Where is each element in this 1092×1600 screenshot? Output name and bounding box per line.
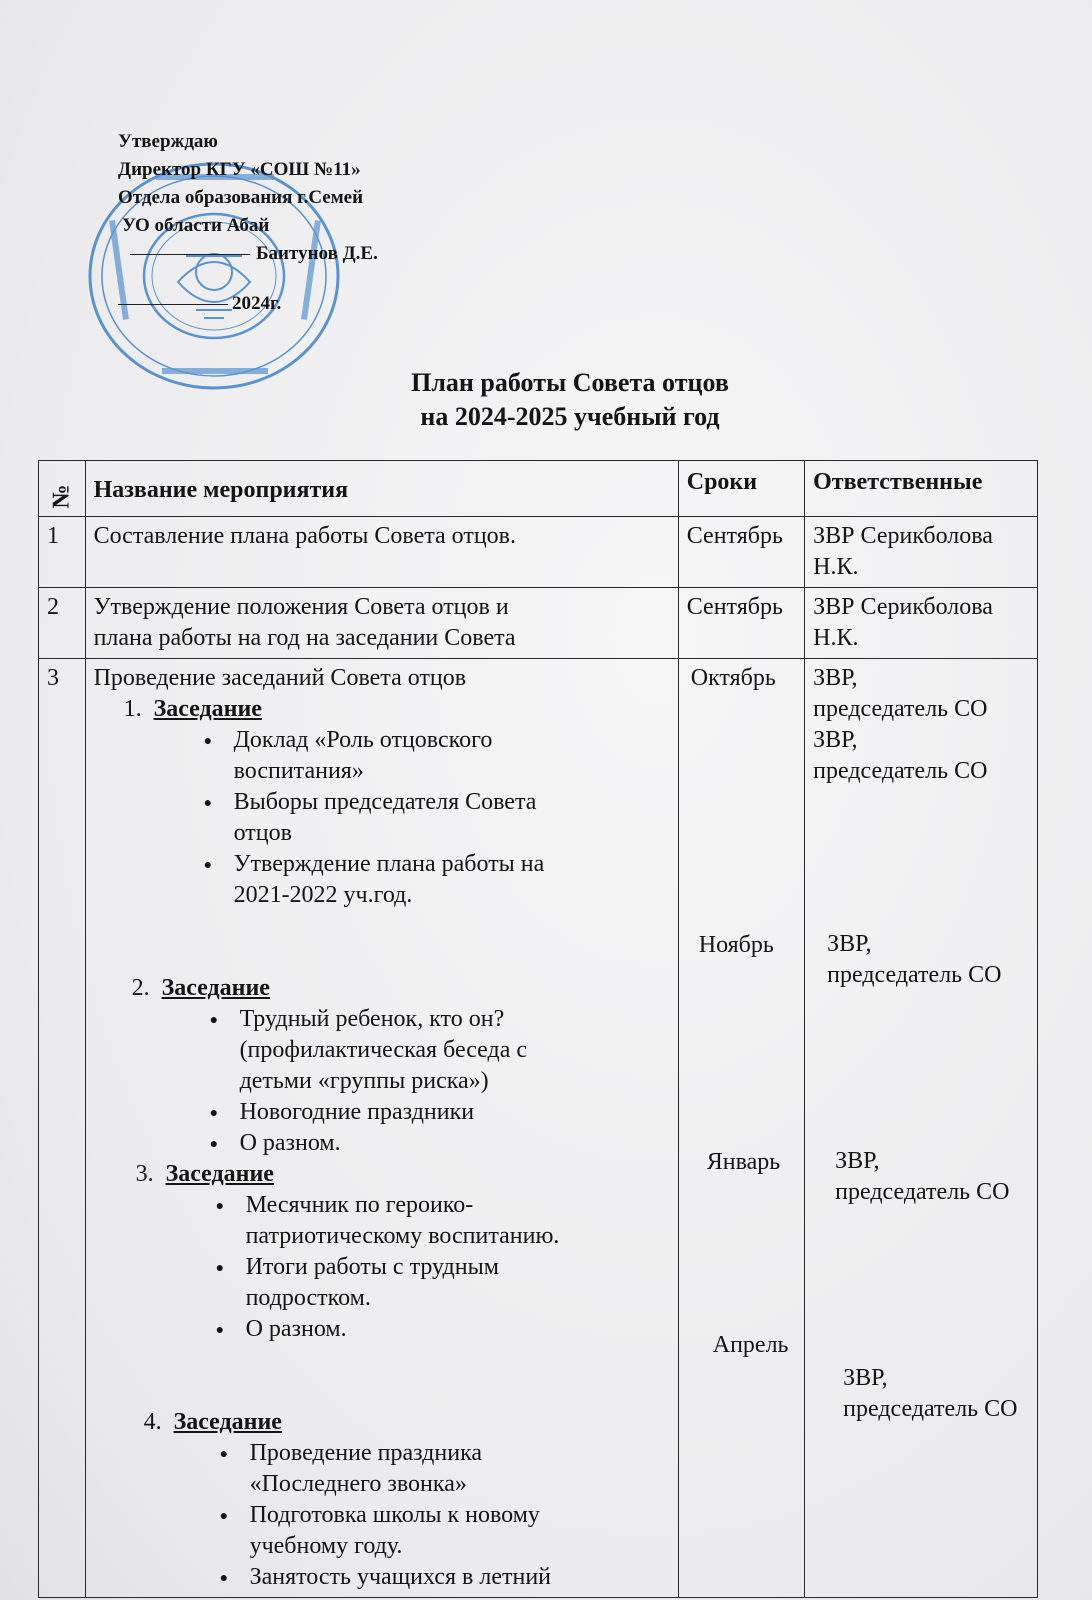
resp-line: ЗВР,	[835, 1148, 880, 1174]
meeting-date: Ноябрь	[698, 932, 774, 958]
meeting-1-items	[84, 725, 670, 911]
row-name	[85, 588, 678, 659]
meeting-1	[94, 694, 670, 725]
list-item: ● Трудный ребенок, кто он? (профилактическая беседа с детьми «группы риска»)	[90, 1004, 670, 1097]
resp-line: председатель СО	[813, 758, 988, 784]
resp-line: председатель СО	[813, 696, 988, 722]
list-item: ● Месячник по героико- патриотическому воспитанию.	[96, 1190, 670, 1252]
list-item: ● Занятость учащихся в летний	[100, 1562, 670, 1593]
list-item: ● О разном.	[90, 1128, 670, 1159]
meeting-number: 3.	[135, 1161, 154, 1187]
title-line-2: на 2024-2025 учебный год	[420, 402, 720, 431]
resp-line: ЗВР Серикболова	[813, 523, 993, 549]
approval-department: Отдела образования г.Семей	[118, 187, 364, 208]
row-num: 1	[39, 517, 86, 588]
meeting-title: Заседание	[173, 1409, 282, 1435]
list-item: ● Выборы председателя Совета отцов	[84, 787, 670, 849]
header-resp: Ответственные	[805, 461, 1038, 517]
approval-signature-line	[118, 240, 378, 268]
approval-title: Утверждаю	[118, 131, 218, 152]
approval-position: Директор КГУ «СОШ №11»	[118, 159, 361, 180]
approval-block	[118, 128, 378, 318]
title-line-1: План работы Совета отцов	[411, 368, 729, 397]
header-date: Сроки	[678, 461, 804, 517]
meeting-title: Заседание	[153, 696, 262, 722]
page-title	[300, 366, 840, 434]
resp-line: председатель СО	[835, 1179, 1010, 1205]
meeting-2	[94, 973, 670, 1004]
resp-line: Н.К.	[813, 625, 859, 651]
list-item: ● Новогодние праздники	[90, 1097, 670, 1128]
row-date: Сентябрь	[678, 517, 804, 588]
table-header-row	[39, 461, 1038, 517]
row-resp	[805, 659, 1038, 1598]
row-intro: Проведение заседаний Совета отцов	[93, 665, 467, 691]
resp-line: ЗВР,	[813, 665, 858, 691]
meeting-2-items	[90, 1004, 670, 1159]
approval-region: УО области Абай	[122, 215, 270, 236]
meeting-4-items	[100, 1438, 670, 1593]
resp-line: ЗВР,	[813, 727, 858, 753]
row-resp	[805, 588, 1038, 659]
meeting-number: 2.	[131, 975, 150, 1001]
resp-line: ЗВР,	[843, 1365, 888, 1391]
resp-line: председатель СО	[843, 1396, 1018, 1422]
meeting-title: Заседание	[161, 975, 270, 1001]
list-item: ● Итоги работы с трудным подростком.	[96, 1252, 670, 1314]
resp-line: ЗВР,	[827, 931, 872, 957]
row-name	[85, 659, 678, 1598]
header-name: Название мероприятия	[85, 461, 678, 517]
table-row	[39, 517, 1038, 588]
row-date: Сентябрь	[678, 588, 804, 659]
row-num: 2	[39, 588, 86, 659]
meeting-date: Январь	[706, 1149, 781, 1175]
list-item: ● Доклад «Роль отцовского воспитания»	[84, 725, 670, 787]
meeting-title: Заседание	[165, 1161, 274, 1187]
list-item: ● Утверждение плана работы на 2021-2022 уч.год.	[84, 849, 670, 911]
meeting-date: Октябрь	[690, 665, 776, 691]
meeting-3-items	[96, 1190, 670, 1345]
plan-table	[38, 460, 1038, 1598]
resp-line: ЗВР Серикболова	[813, 594, 993, 620]
row-resp	[805, 517, 1038, 588]
list-item: ● Проведение праздника «Последнего звонка»	[100, 1438, 670, 1500]
approval-name: Баитунов Д.Е.	[256, 243, 378, 264]
meeting-number: 1.	[123, 696, 142, 722]
meeting-4	[94, 1407, 670, 1438]
list-item: ● Подготовка школы к новому учебному году.	[100, 1500, 670, 1562]
name-line: Утверждение положения Совета отцов и	[93, 594, 509, 620]
approval-date: 2024г.	[232, 293, 282, 314]
meeting-number: 4.	[143, 1409, 162, 1435]
row-name: Составление плана работы Совета отцов.	[85, 517, 678, 588]
row-dates	[678, 659, 804, 1598]
resp-line: председатель СО	[827, 962, 1002, 988]
header-num: №	[39, 461, 86, 517]
table-row	[39, 659, 1038, 1598]
approval-date-line	[118, 290, 378, 318]
table-row	[39, 588, 1038, 659]
name-line: плана работы на год на заседании Совета	[93, 625, 516, 651]
meeting-date: Апрель	[712, 1332, 789, 1358]
resp-line: Н.К.	[813, 554, 859, 580]
meeting-3	[94, 1159, 670, 1190]
row-num: 3	[39, 659, 86, 1598]
list-item: ● О разном.	[96, 1314, 670, 1345]
